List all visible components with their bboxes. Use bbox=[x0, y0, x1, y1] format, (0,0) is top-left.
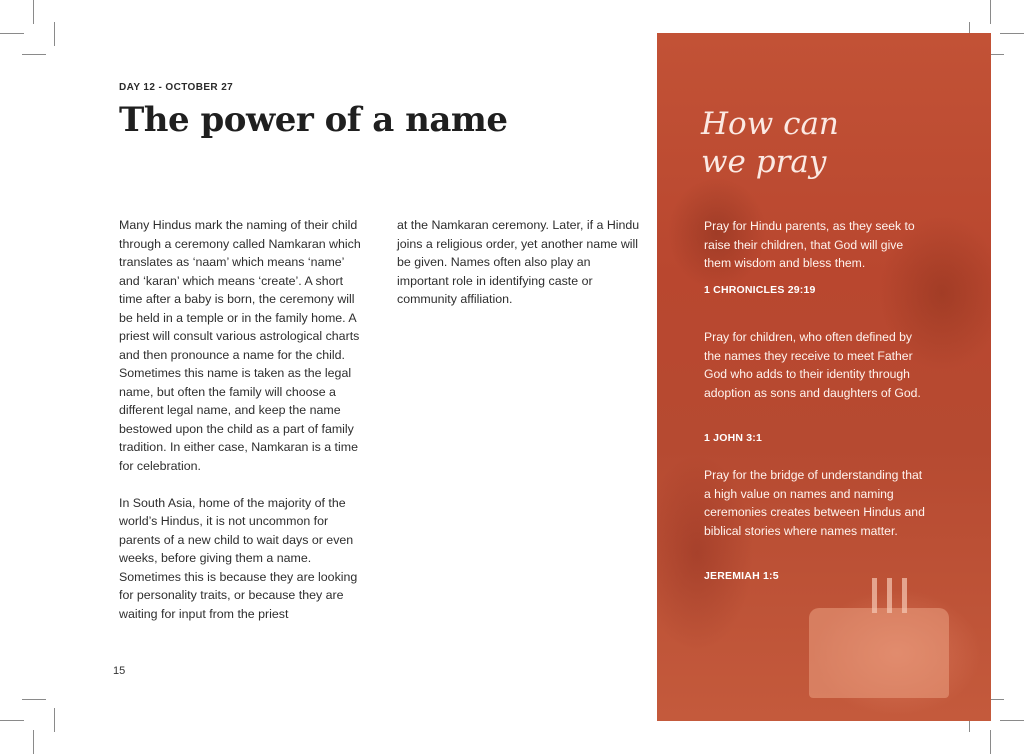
candle-photo-shape bbox=[872, 578, 877, 613]
crop-mark bbox=[1000, 720, 1024, 721]
candle-photo-shape bbox=[902, 578, 907, 613]
crop-mark bbox=[0, 33, 24, 34]
panel-heading-line: How can bbox=[701, 106, 839, 142]
page-number: 15 bbox=[113, 665, 126, 677]
crop-mark bbox=[990, 730, 991, 754]
body-paragraph: at the Namkaran ceremony. Later, if a Hindu joins a religious order, yet another name will be given. Names often also play an important role in identifying caste or community affiliation. bbox=[397, 218, 640, 306]
prayer-text: Pray for children, who often defined by the names they receive to meet Father God who adds to their identity through adoption as sons and daughters of God. bbox=[704, 330, 921, 400]
page-title: The power of a name bbox=[119, 100, 508, 140]
crop-mark bbox=[0, 720, 24, 721]
prayer-text: Pray for Hindu parents, as they seek to raise their children, that God will give them wisdom and bless them. bbox=[704, 219, 915, 270]
crop-mark bbox=[33, 730, 34, 754]
crop-mark bbox=[54, 22, 55, 46]
crop-mark bbox=[54, 708, 55, 732]
crop-mark bbox=[1000, 33, 1024, 34]
prayer-text: Pray for the bridge of understanding that a high value on names and naming ceremonies creates between Hindus and biblical stories where names matter. bbox=[704, 468, 925, 538]
cake-photo-shape bbox=[809, 608, 949, 698]
body-column-left bbox=[119, 216, 364, 642]
candle-photo-shape bbox=[887, 578, 892, 613]
scripture-reference: 1 CHRONICLES 29:19 bbox=[704, 284, 816, 296]
crop-mark bbox=[22, 699, 46, 700]
body-paragraph: In South Asia, home of the majority of the world’s Hindus, it is not uncommon for parents of a new child to wait days or even weeks, before giving them a name. Sometimes this is because they are looking for personality traits, or because they are waiting for input from the priest bbox=[119, 495, 358, 621]
scripture-reference: 1 JOHN 3:1 bbox=[704, 432, 763, 444]
crop-mark bbox=[22, 54, 46, 55]
prayer-panel bbox=[657, 33, 991, 721]
panel-heading-line: we pray bbox=[701, 144, 827, 180]
scripture-reference: JEREMIAH 1:5 bbox=[704, 570, 779, 582]
body-paragraph: Many Hindus mark the naming of their child through a ceremony called Namkaran which translates as ‘naam’ which means ‘name’ and ‘karan’ which means ‘create’. A short time after a baby is born, the ceremony will be held in a temple or in the family home. A priest will consult various astrological charts and then pronounce a name for the child. Sometimes this name is taken as the legal name, but often the family will choose a different legal name, and keep the name bestowed upon the child as a part of family tradition. In either case, Namkaran is a time for celebration. bbox=[119, 218, 361, 473]
day-date-label: DAY 12 - OCTOBER 27 bbox=[119, 82, 234, 93]
crop-mark bbox=[990, 0, 991, 24]
crop-mark bbox=[33, 0, 34, 24]
body-column-right bbox=[397, 216, 642, 327]
panel-heading bbox=[701, 105, 839, 181]
